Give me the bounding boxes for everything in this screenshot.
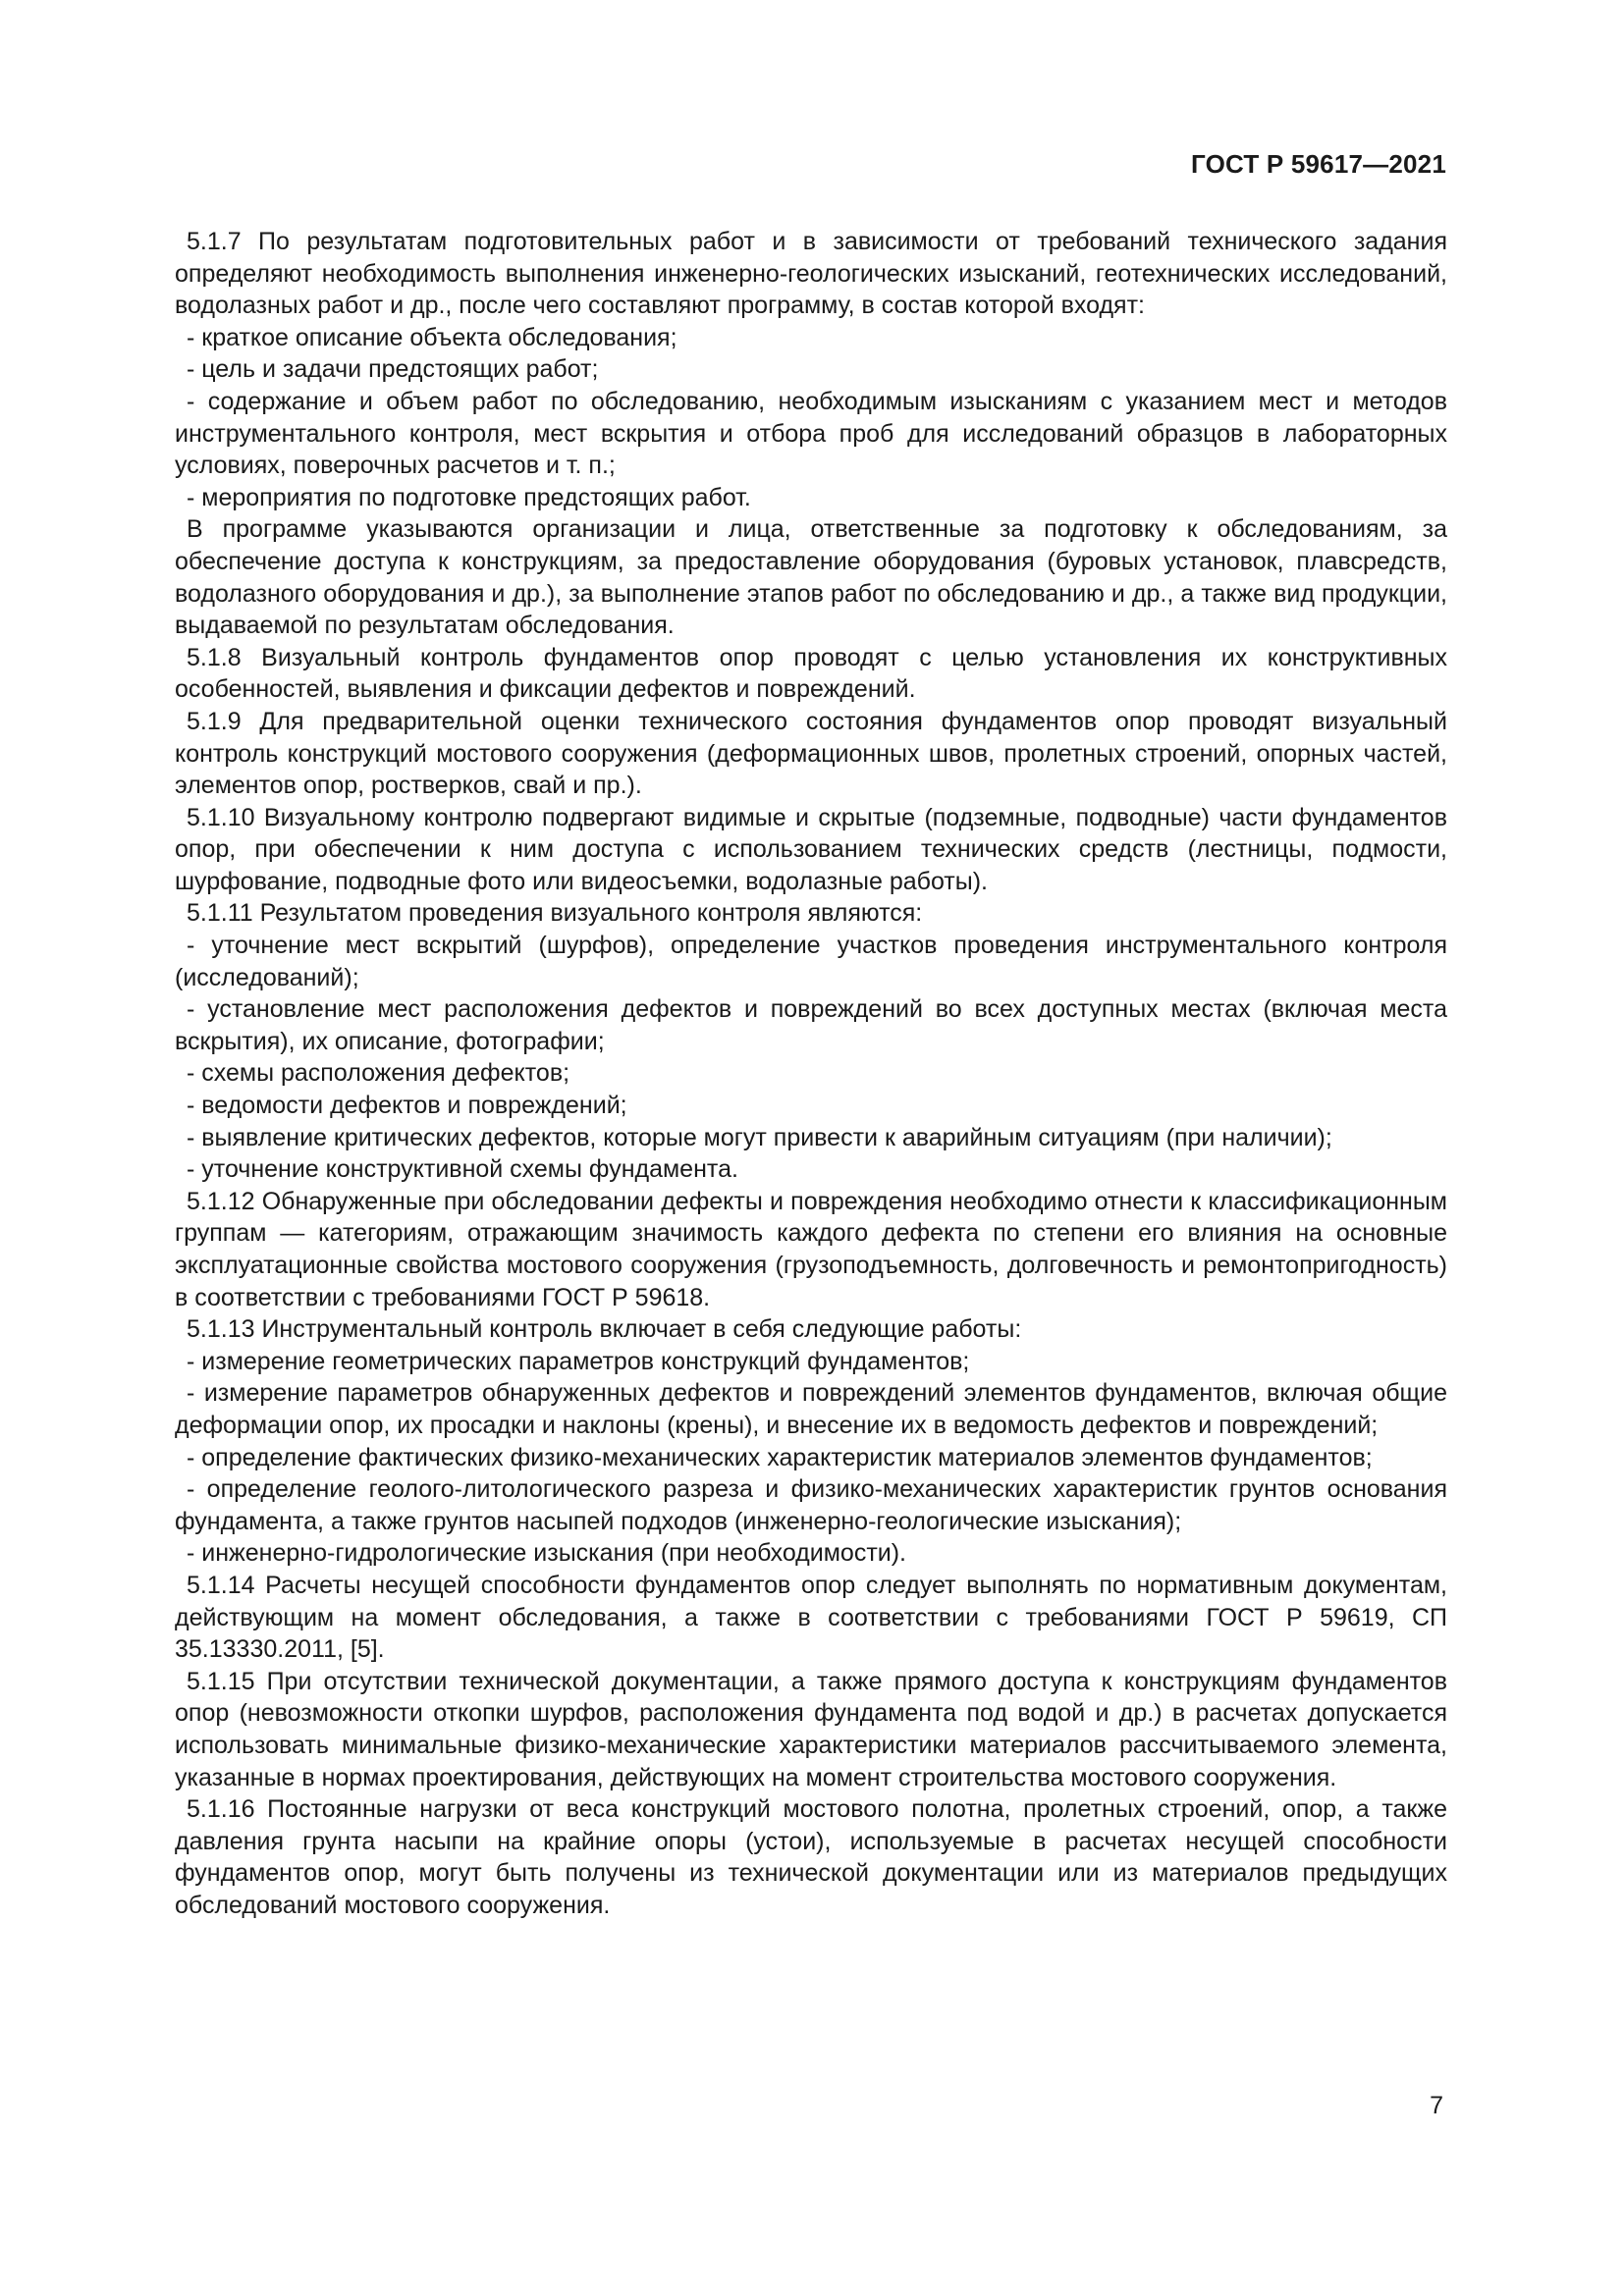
- document-body: [175, 226, 1447, 1921]
- list-item: - определение геолого-литологического разреза и физико-механических характеристик грунтов основания фундамента, а также грунтов насыпей подходов (инженерно-геологические изыскания);: [175, 1475, 1447, 1535]
- list-item: - установление мест расположения дефектов и повреждений во всех доступных местах (включая места вскрытия), их описание, фотографии;: [175, 995, 1447, 1055]
- paragraph-5-1-11: 5.1.11 Результатом проведения визуального контроля являются:: [187, 899, 923, 928]
- paragraph-5-1-13: 5.1.13 Инструментальный контроль включает в себя следующие работы:: [187, 1315, 1022, 1344]
- list-item: - мероприятия по подготовке предстоящих работ.: [187, 483, 751, 511]
- list-item: - уточнение мест вскрытий (шурфов), определение участков проведения инструментального контроля (исследований);: [175, 932, 1447, 991]
- list-item: - схемы расположения дефектов;: [187, 1059, 570, 1088]
- paragraph-5-1-16: 5.1.16 Постоянные нагрузки от веса конструкций мостового полотна, пролетных строений, опор, а также давления грунта насыпи на крайние опоры (устои), используемые в расчетах несущей способности фундаментов опор, могут быть получены из технической документации или из материалов предыдущих обследований мостового сооружения.: [175, 1795, 1447, 1919]
- list-item: - цель и задачи предстоящих работ;: [187, 355, 599, 384]
- list-item: - ведомости дефектов и повреждений;: [187, 1092, 627, 1120]
- paragraph-5-1-8: 5.1.8 Визуальный контроль фундаментов опор проводят с целью установления их конструктивных особенностей, выявления и фиксации дефектов и повреждений.: [175, 643, 1447, 704]
- list-item: - содержание и объем работ по обследованию, необходимым изысканиям с указанием мест и методов инструментального контроля, мест вскрытия и отбора проб для исследований образцов в лабораторных условиях, поверочных расчетов и т. п.;: [175, 387, 1447, 480]
- document-header-standard: ГОСТ Р 59617—2021: [1191, 149, 1446, 179]
- list-item: - определение фактических физико-механических характеристик материалов элементов фундаментов;: [187, 1443, 1373, 1471]
- paragraph-5-1-14: 5.1.14 Расчеты несущей способности фундаментов опор следует выполнять по нормативным документам, действующим на момент обследования, а также в соответствии с требованиями ГОСТ Р 59619, СП 35.13330.2011, [5].: [175, 1571, 1447, 1664]
- paragraph-5-1-12: 5.1.12 Обнаруженные при обследовании дефекты и повреждения необходимо отнести к классификационным группам — категориям, отражающим значимость каждого дефекта по степени его влияния на основные эксплуатационные свойства мостового сооружения (грузоподъемность, долговечность и ремонтопригодность) в соответствии с требованиями ГОСТ Р 59618.: [175, 1187, 1447, 1311]
- paragraph-5-1-15: 5.1.15 При отсутствии технической документации, а также прямого доступа к конструкциям фундаментов опор (невозможности откопки шурфов, расположения фундамента под водой и др.) в расчетах допускается использовать минимальные физико-механические характеристики материалов рассчитываемого элемента, указанные в нормах проектирования, действующих на момент строительства мостового сооружения.: [175, 1667, 1447, 1791]
- paragraph-program-responsibilities: В программе указываются организации и лица, ответственные за подготовку к обследованиям, за обеспечение доступа к конструкциям, за предоставление оборудования (буровых установок, плавсредств, водолазного оборудования и др.), за выполнение этапов работ по обследованию и др., а также вид продукции, выдаваемой по результатам обследования.: [175, 515, 1447, 640]
- list-item: - инженерно-гидрологические изыскания (при необходимости).: [187, 1539, 907, 1568]
- list-item: - выявление критических дефектов, которые могут привести к аварийным ситуациям (при наличии);: [187, 1123, 1332, 1151]
- page-number: 7: [1430, 2092, 1443, 2119]
- list-item: - краткое описание объекта обследования;: [187, 323, 677, 351]
- paragraph-5-1-9: 5.1.9 Для предварительной оценки технического состояния фундаментов опор проводят визуальный контроль конструкций мостового сооружения (деформационных швов, пролетных строений, опорных частей, элементов опор, ростверков, свай и пр.).: [175, 707, 1447, 800]
- list-item: - уточнение конструктивной схемы фундамента.: [187, 1155, 738, 1184]
- paragraph-5-1-7: 5.1.7 По результатам подготовительных работ и в зависимости от требований технического задания определяют необходимость выполнения инженерно-геологических изысканий, геотехнических исследований, водолазных работ и др., после чего составляют программу, в состав которой входят:: [175, 228, 1447, 320]
- list-item: - измерение геометрических параметров конструкций фундаментов;: [187, 1347, 970, 1375]
- list-item: - измерение параметров обнаруженных дефектов и повреждений элементов фундаментов, включая общие деформации опор, их просадки и наклоны (крены), и внесение их в ведомость дефектов и повреждений;: [175, 1379, 1447, 1439]
- paragraph-5-1-10: 5.1.10 Визуальному контролю подвергают видимые и скрытые (подземные, подводные) части фундаментов опор, при обеспечении к ним доступа с использованием технических средств (лестницы, подмости, шурфование, подводные фото или видеосъемки, водолазные работы).: [175, 803, 1447, 895]
